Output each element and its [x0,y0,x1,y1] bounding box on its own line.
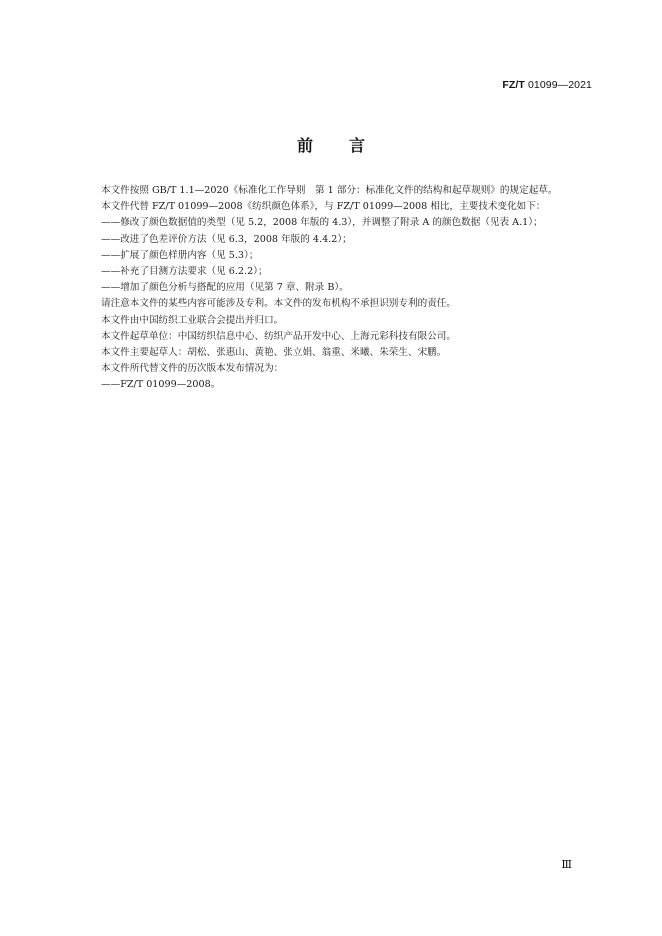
paragraph-patent-notice: 请注意本文件的某些内容可能涉及专利。本文件的发布机构不承担识别专利的责任。 [101,298,456,310]
change-item: ——补充了目测方法要求（见 6.2.2）； [101,266,268,278]
page-title-char-2: 言 [349,136,366,155]
change-item: ——改进了色差评价方法（见 6.3，2008 年版的 4.4.2）； [101,233,352,245]
paragraph-drafting-rules: 本文件按照 GB/T 1.1—2020《标准化工作导则 第 1 部分：标准化文件的结构和起草规则》的规定起草。 [101,185,558,196]
document-code-prefix: FZ/T [502,79,525,91]
document-code-number: 01099—2021 [527,79,592,91]
change-item: ——增加了颜色分析与搭配的应用（见第 7 章、附录 B）。 [101,282,349,294]
page-title [0,133,662,156]
document-code [502,79,592,91]
history-item: ——FZ/T 01099—2008。 [101,379,221,391]
page-number: Ⅲ [561,859,572,871]
paragraph-proposer: 本文件由中国纺织工业联合会提出并归口。 [101,314,284,326]
change-item: ——扩展了颜色样册内容（见 5.3）； [101,249,259,261]
page-title-char-1: 前 [296,136,313,155]
foreword-body [80,183,592,394]
paragraph-history: 本文件所代替文件的历次版本发布情况为： [101,363,284,375]
paragraph-drafters: 本文件主要起草人：胡松、张惠山、黄艳、张立娟、翁重、米曦、朱荣生、宋鹏。 [101,347,447,359]
paragraph-drafting-units: 本文件起草单位：中国纺织信息中心、纺织产品开发中心、上海元彩科技有限公司。 [101,330,456,342]
change-item: ——修改了颜色数据值的类型（见 5.2，2008 年版的 4.3），并调整了附录 A 的颜色数据（见表 A.1）； [101,217,543,229]
paragraph-replaces: 本文件代替 FZ/T 01099—2008《纺织颜色体系》，与 FZ/T 01099—2008 相比，主要技术变化如下： [101,201,546,213]
